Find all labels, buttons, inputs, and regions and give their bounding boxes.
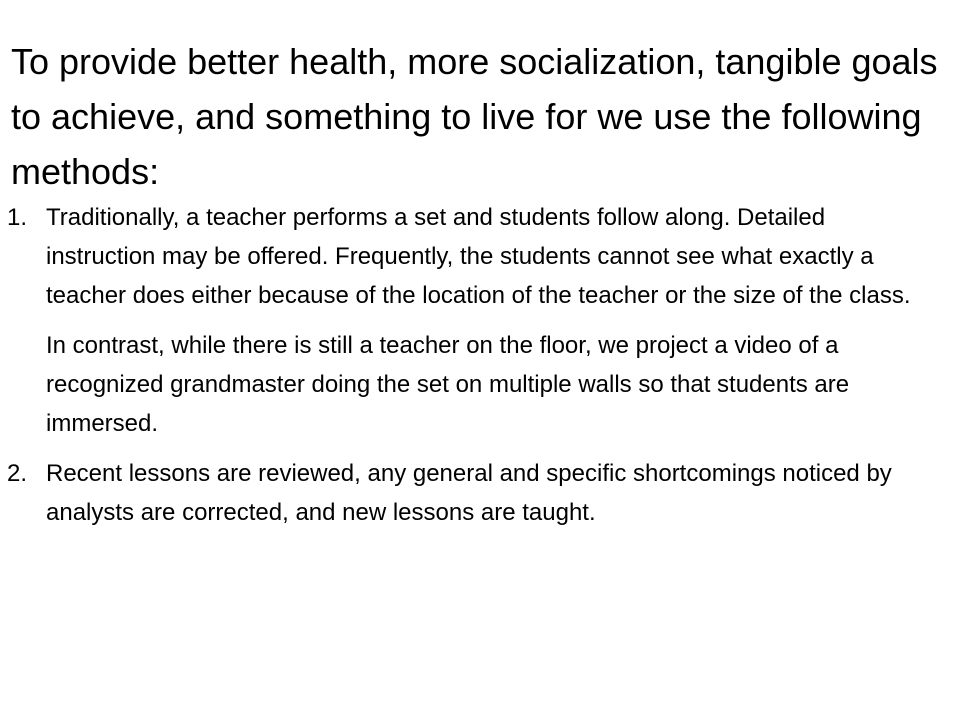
- slide-body: [0, 198, 940, 532]
- slide-heading: To provide better health, more socialization, tangible goals to achieve, and something to live for we use the following methods:: [11, 41, 938, 192]
- list-item-1-continuation: In contrast, while there is still a teacher on the floor, we project a video of a recognized grandmaster doing the set on multiple walls so that students are immersed.: [46, 332, 850, 437]
- list-item-1: [0, 198, 940, 315]
- list-item-text: Traditionally, a teacher performs a set and students follow along. Detailed instruction may be offered. Frequently, the students cannot see what exactly a teacher does either because of the location of the teacher or the size of the class.: [46, 204, 911, 309]
- list-item-number: 2.: [7, 460, 28, 487]
- list-item-2: [0, 454, 940, 532]
- list-item-number: 1.: [7, 204, 28, 231]
- list-item-text: Recent lessons are reviewed, any general and specific shortcomings noticed by analysts are corrected, and new lessons are taught.: [46, 460, 892, 526]
